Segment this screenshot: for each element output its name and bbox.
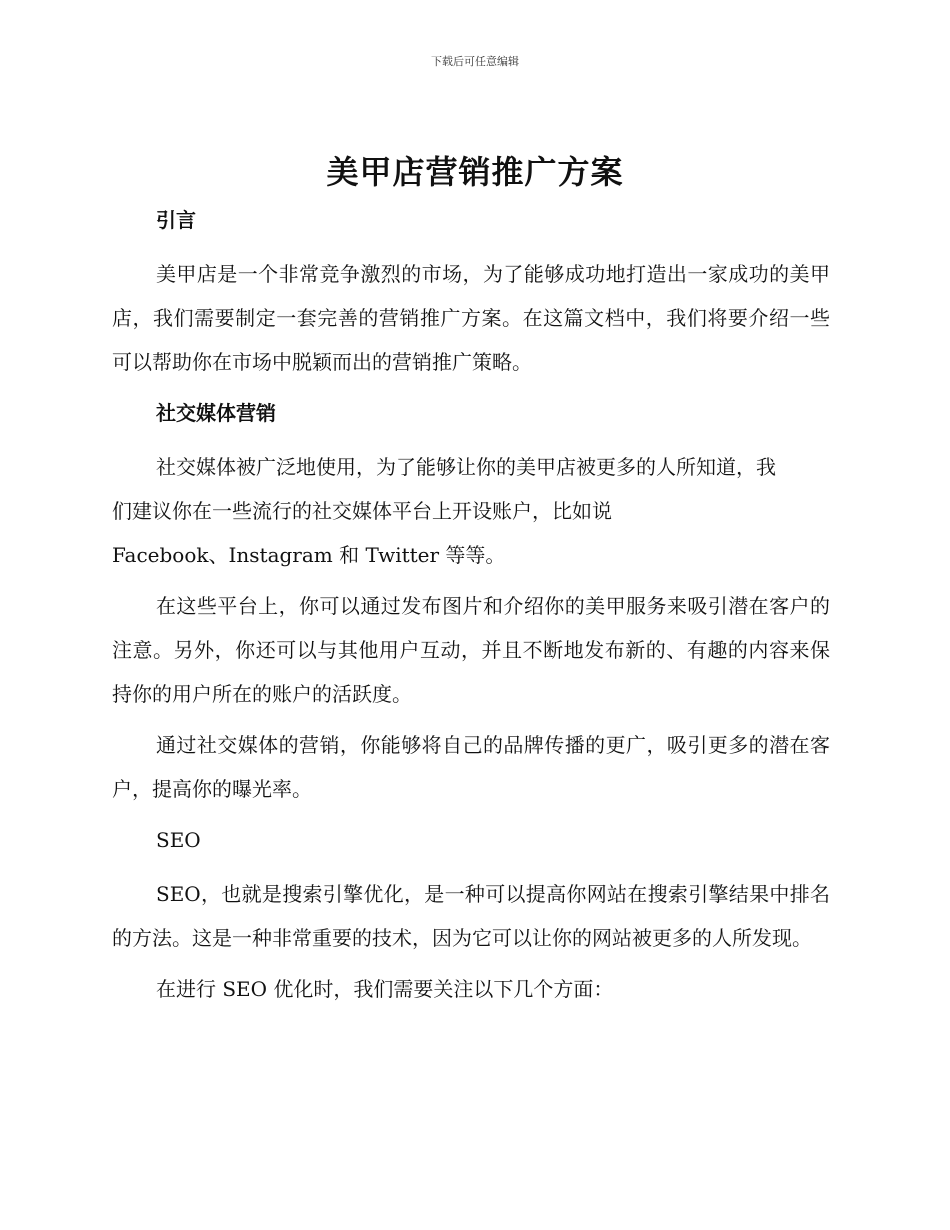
section-heading-intro: 引言 bbox=[156, 208, 196, 232]
social-paragraph-1-line-2: 们建议你在一些流行的社交媒体平台上开设账户，比如说 bbox=[112, 499, 612, 523]
document-body bbox=[112, 198, 830, 1011]
social-paragraph-1-line-1: 社交媒体被广泛地使用，为了能够让你的美甲店被更多的人所知道，我 bbox=[156, 455, 776, 479]
social-paragraph-2: 在这些平台上，你可以通过发布图片和介绍你的美甲服务来吸引潜在客户的注意。另外，你还可以与其他用户互动，并且不断地发布新的、有趣的内容来保持你的用户所在的账户的活跃度。 bbox=[112, 594, 830, 706]
document-title: 美甲店营销推广方案 bbox=[326, 153, 624, 191]
seo-paragraph-1: SEO，也就是搜索引擎优化，是一种可以提高你网站在搜索引擎结果中排名的方法。这是一种非常重要的技术，因为它可以让你的网站被更多的人所发现。 bbox=[112, 882, 830, 950]
intro-paragraph: 美甲店是一个非常竞争激烈的市场，为了能够成功地打造出一家成功的美甲店，我们需要制定一套完善的营销推广方案。在这篇文档中，我们将要介绍一些可以帮助你在市场中脱颖而出的营销推广策略。 bbox=[112, 262, 830, 374]
section-heading-social: 社交媒体营销 bbox=[156, 401, 276, 425]
header-note: 下载后可任意编辑 bbox=[431, 55, 519, 68]
social-paragraph-3: 通过社交媒体的营销，你能够将自己的品牌传播的更广，吸引更多的潜在客户，提高你的曝光率。 bbox=[112, 733, 830, 801]
social-paragraph-1 bbox=[112, 445, 830, 577]
social-paragraph-1-line-3: Facebook、Instagram 和 Twitter 等等。 bbox=[112, 543, 506, 567]
seo-paragraph-2: 在进行 SEO 优化时，我们需要关注以下几个方面： bbox=[156, 977, 614, 1001]
section-heading-seo: SEO bbox=[156, 828, 201, 852]
